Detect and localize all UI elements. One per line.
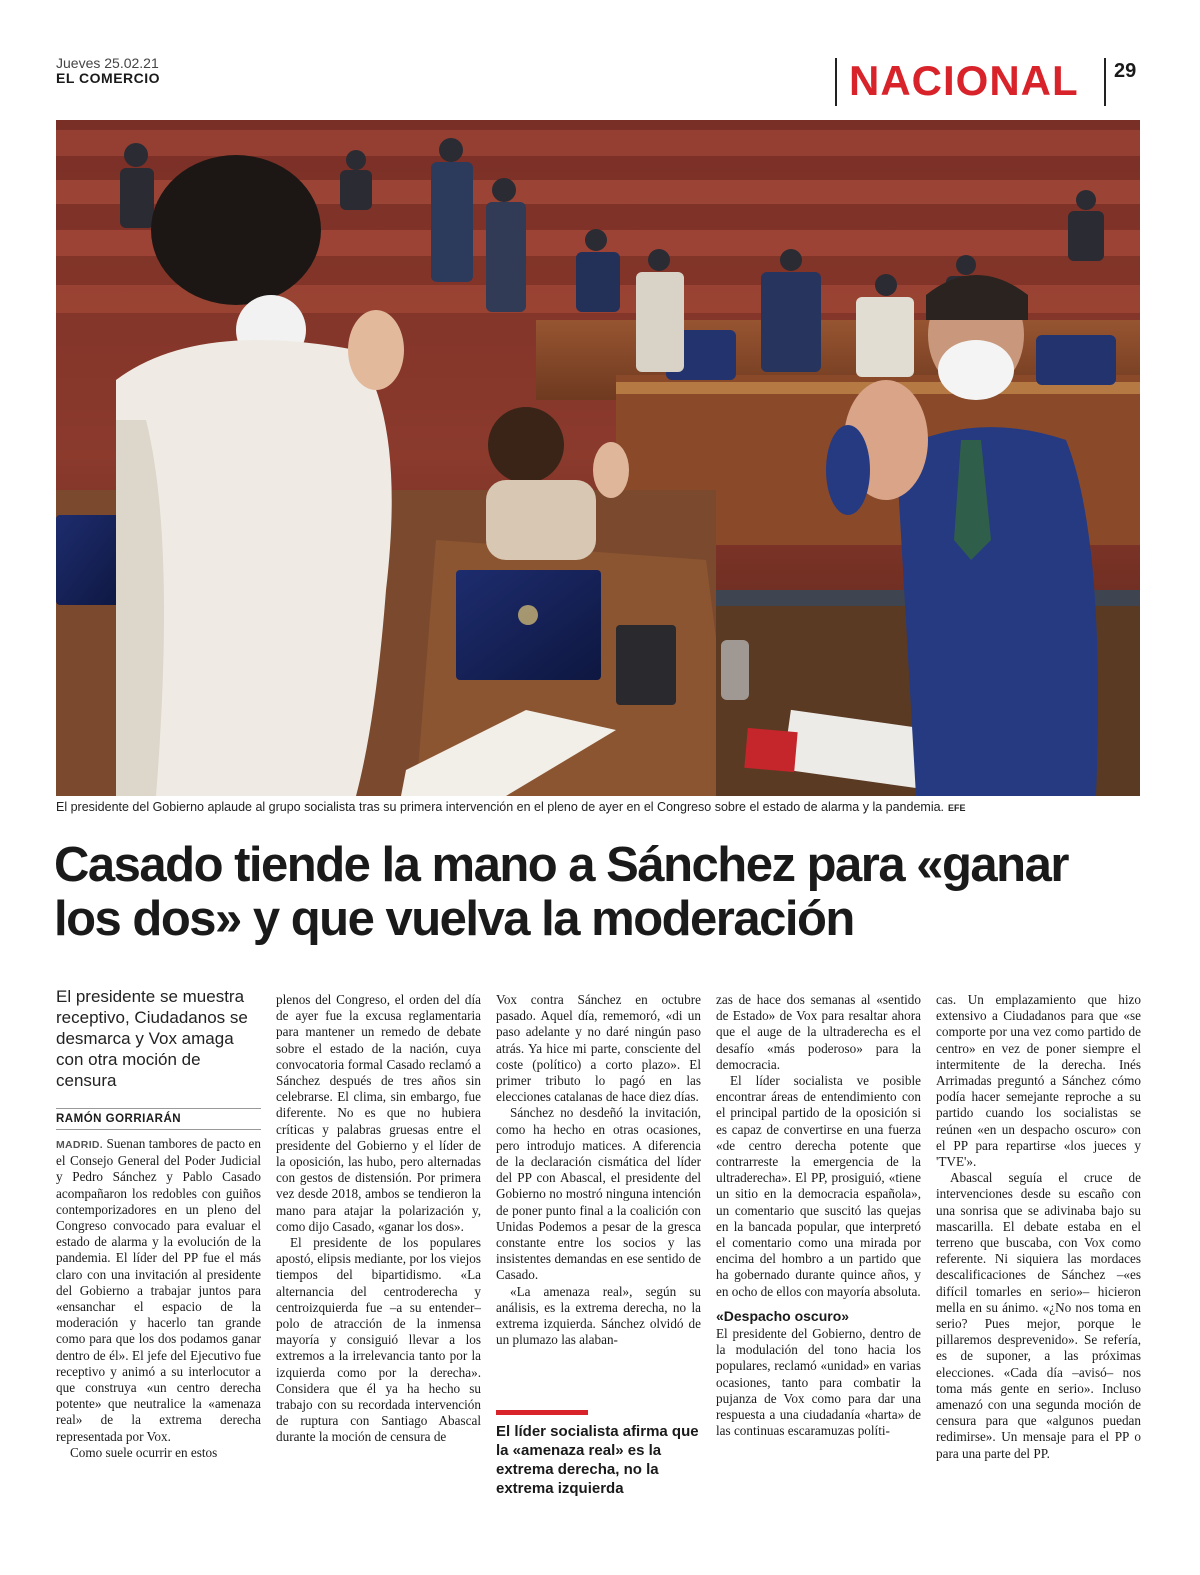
paragraph: Abascal seguía el cruce de intervenciones desde su escaño con una sonrisa que se adivinaba bajo su mascarilla. El debate estaba en el terreno que buscaba, con Vox como referente. Ni siquiera las mordaces descalificaciones de Sánchez –«es difícil tomarles en serio»– hicieron mella en su ánimo. «¿No nos toma en serio? Pues mejor, porque le pillaremos desprevenido». Se refería, es de suponer, a las próximas elecciones. «Cada día –avisó– nos toma más gente en serio». Incluso amenazó con una segunda moción de censura para que «algunos puedan redimirse». Un mensaje para el PP o para una parte del PP.: [936, 1170, 1141, 1461]
paragraph: «La amenaza real», según su análisis, es la extrema derecha, no la extrema izquierda. Sánchez olvidó de un plumazo las alaban-: [496, 1283, 701, 1348]
section-header: [835, 58, 1079, 106]
photo-credit: EFE: [948, 803, 966, 813]
article-column-5: [936, 992, 1141, 1462]
pullquote-accent-bar: [496, 1410, 588, 1415]
paragraph: cas. Un emplazamiento que hizo extensivo a Ciudadanos para que «se comporte por una vez como partido de centro» en vez de poner siempre el intermitente de la derecha. Inés Arrimadas preguntó a Sánchez cómo podía hacer semejante reproche a su partido cuando los socialistas se reúnen «en un despacho oscuro» con el PP para repartirse «los jueces y 'TVE'».: [936, 992, 1141, 1170]
newspaper-name: EL COMERCIO: [56, 69, 161, 86]
paragraph: plenos del Congreso, el orden del día de ayer fue la excusa reglamentaria para mantener un remedo de debate sobre el estado de la nación, cuya convocatoria formal Casado reclamó a Sánchez después de tres años sin celebrarse. El clima, sin embargo, fue diferente. No es que no hubiera críticas y palabras gruesas entre el presidente del Gobierno y el líder de la oposición, las hubo, pero alternadas con gestos de distensión. Por primera vez desde 2018, ambos se tendieron la mano para atajar la polarización y, como dijo Casado, «ganar los dos».: [276, 992, 481, 1234]
dateline-location: MADRID.: [56, 1139, 104, 1151]
article-column-1: [56, 1136, 261, 1461]
paragraph: Sánchez no desdeñó la invitación, como ha hecho en otras ocasiones, pero introdujo matices. A diferencia de la declaración cismática del líder del PP con Abascal, el presidente del Gobierno no mostró ninguna intención de poner punto final a la coalición con Unidas Podemos a pesar de la gresca constante entre los socios y las insistentes demandas en ese sentido de Casado.: [496, 1105, 701, 1283]
article-column-4: [716, 992, 921, 1439]
page-number: 29: [1114, 60, 1137, 82]
paragraph: El presidente del Gobierno, dentro de la modulación del tono hacia los populares, reclamó «unidad» en varias ocasiones, tanto para combatir la pujanza de Vox como para dar una respuesta a una ciudadanía «harta» de las continuas escaramuzas políti-: [716, 1326, 921, 1439]
paragraph: Vox contra Sánchez en octubre pasado. Aquel día, rememoró, «di un paso adelante y no daré ningún paso atrás. Ya hice mi parte, consciente del coste (político) a corto plazo». El primer tributo lo pagó en las elecciones catalanas de hace diez días.: [496, 992, 701, 1105]
page-number-box: [1104, 58, 1136, 106]
article-column-2: [276, 992, 481, 1446]
photo-caption: [56, 800, 1140, 814]
paragraph: Como suele ocurrir en estos: [70, 1444, 218, 1460]
masthead: [56, 56, 160, 85]
pullquote: El líder socialista afirma que la «amenaza real» es la extrema derecha, no la extrema izquierda: [496, 1423, 699, 1497]
section-name: NACIONAL: [849, 57, 1079, 104]
news-photo: [56, 120, 1140, 796]
subheadline: El presidente se muestra receptivo, Ciudadanos se desmarca y Vox amaga con otra moción de censura: [56, 987, 248, 1090]
parliament-photo-illustration: [56, 120, 1140, 796]
paragraph: El líder socialista ve posible encontrar áreas de entendimiento con el principal partido de la oposición si es capaz de convertirse en una fuerza «de centro derecha potente que contrarreste la emergencia de la ultraderecha». El PP, prosiguió, «tiene un sitio en la democracia española», un comentario que suscitó las quejas en la bancada popular, que interpretó el comentario como una mirada por encima del hombro a un partido que ha gobernado durante quince años, y en ocho de ellos con mayoría absoluta.: [716, 1073, 921, 1299]
lead-text: Suenan tambores de pacto en el Consejo General del Poder Judicial y Pedro Sánchez y Pablo Casado acompañaron los redobles con guiños contemporizadores en un pleno del Congreso convocado para evaluar el estado de alarma y la evolución de la pandemia. El líder del PP fue el más claro con una invitación al presidente del Gobierno a trabajar juntos para «ensanchar el espacio de la moderación y hacerlo tan grande como para que los dos podamos ganar dentro de él». El jefe del Ejecutivo fue receptivo y animó a su interlocutor a que construya «un centro derecha potente» que neutralice la «amenaza real» de la extrema derecha representada por Vox.: [56, 1136, 262, 1444]
section-subtitle: «Despacho oscuro»: [716, 1307, 850, 1324]
paragraph: [56, 1136, 261, 1445]
paragraph: zas de hace dos semanas al «sentido de Estado» de Vox para resaltar ahora que el auge de la ultraderecha es el desafío «más poderoso» para la democracia.: [716, 992, 921, 1072]
byline: RAMÓN GORRIARÁN: [56, 1108, 261, 1130]
issue-date: Jueves 25.02.21: [56, 55, 159, 71]
caption-text: El presidente del Gobierno aplaude al grupo socialista tras su primera intervención en el pleno de ayer en el Congreso sobre el estado de alarma y la pandemia.: [56, 800, 945, 814]
headline: Casado tiende la mano a Sánchez para «ganar los dos» y que vuelva la moderación: [54, 838, 1068, 946]
paragraph: El presidente de los populares apostó, elipsis mediante, por los viejos tiempos del bipartidismo. «La alternancia del centroderecha y centroizquierda fue –a su entender– polo de atracción de la inmensa mayoría y consiguió llevar a los extremos a la irrelevancia tanto por la izquierda como por la derecha». Considera que él ya ha hecho su trabajo con su recordada intervención de ruptura con Santiago Abascal durante la moción de censura de: [276, 1235, 481, 1445]
article-column-3: [496, 992, 701, 1348]
